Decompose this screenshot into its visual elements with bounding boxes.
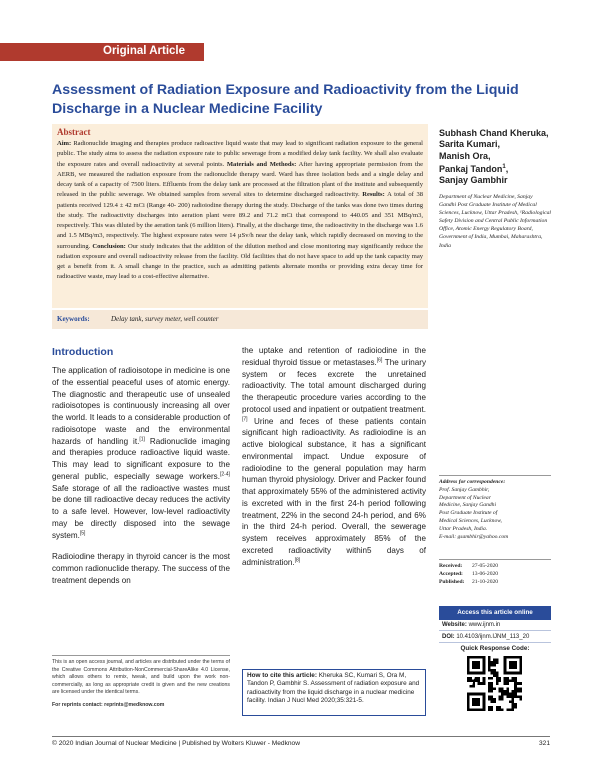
citation-ref[interactable]: [1]	[139, 435, 145, 442]
correspondence-line: Prof. Sanjay Gambhir,	[439, 486, 490, 493]
correspondence-email[interactable]: E-mail: gsambhir@yahoo.com	[439, 533, 509, 540]
website-link[interactable]: www.ijnm.in	[468, 622, 501, 628]
results-label: Results:	[362, 191, 385, 199]
website-label: Website:	[442, 622, 467, 628]
keywords-box	[52, 310, 428, 329]
methods-text: After having appropriate permission from the AERB, we measured the radiation exposure from the radionuclide therapy ward. Ward has three isolation beds and a single delay and decay tank of a capacity of 7500 liters. Effluents from the delay tank are processed at the filtration plant of the institute and subsequently released in the public sewerage. We obtained samples from several sites to determine discharged radioactivity.	[57, 160, 423, 199]
correspondence-line: Department of Nuclear	[439, 494, 491, 501]
author-name: Sarita Kumari,	[439, 139, 501, 150]
reprints-contact: For reprints contact: reprints@medknow.com	[52, 701, 165, 708]
qr-label: Quick Response Code:	[460, 645, 530, 652]
date-accepted: Accepted: 13-06-2020	[439, 571, 499, 577]
page-number: 321	[538, 740, 550, 747]
cite-label: How to cite this article:	[247, 672, 317, 679]
body-column-left	[52, 365, 230, 587]
qr-code-icon[interactable]	[467, 656, 522, 711]
article-type-label: Original Article	[103, 45, 186, 57]
how-to-cite-box	[242, 669, 426, 716]
results-text: A total of 38 patients received 129.4 ± 42 mCi (Range 40- 200) radioiodine therapy during the study. Discharge of the tanks was done two times during the study. The radioactivity discharges into aeration plant were 89.2 and 71.2 mCi that correspond to 440.05 and 351 MBq/m3, respectively. This was diluted by the aeration tank (6 million liters). Finally, at the discharge time, the radioactivity in the discharge was 1.6 and 1.5 MBq/m3, respectively. The highest exposure rates were 14 µSv/h near the delay tank, which rapidly decreased on moving to the surrounding.	[57, 191, 423, 250]
citation-ref[interactable]: [5]	[79, 529, 86, 536]
author-name: Sanjay Gambhir	[439, 175, 508, 186]
keywords-value: Delay tank, survey meter, well counter	[111, 315, 219, 323]
doi-label: DOI:	[442, 634, 455, 640]
correspondence-heading: Address for correspondence:	[439, 479, 506, 485]
doi-link[interactable]: 10.4103/ijnm.IJNM_113_20	[456, 634, 530, 640]
citation-ref[interactable]: [7]	[242, 415, 248, 422]
page-footer	[52, 736, 550, 747]
aim-text: Radionuclide imaging and therapies produce radioactive liquid waste that may lead to significant radiation exposure to the general public. The study aims to assess the radiation exposure rate to public sewerage from a modified delay tank facility. We shall also evaluate the exposure rates and overall radioactivity at several points.	[57, 140, 423, 168]
date-received: Received: 27-05-2020	[439, 563, 499, 569]
conclusion-text: Our study indicates that the addition of the dilution method and close monitoring may significantly reduce the radiation exposure and overall radioactivity release from the facility. Old facilities that do not have space to add up the tank capacity may get a benefit from it. A small change in the practice, such as admitting patients alternate months or providing extra decay time for radioactive waste, may lead to a cost-effective alternative.	[57, 242, 424, 281]
author-name: Pankaj Tandon$^1$,	[439, 163, 509, 174]
body-column-right	[242, 345, 426, 568]
access-online-heading: Access this article online	[439, 606, 551, 620]
article-title: Assessment of Radiation Exposure and Radioactivity from the Liquid Discharge in a Nuclear Medicine Facility	[52, 82, 519, 117]
footer-copyright: © 2020 Indian Journal of Nuclear Medicine | Published by Wolters Kluwer - Medknow	[52, 740, 300, 747]
cite-text: Kheruka SC, Kumari S, Ora M, Tandon P, Gambhir S. Assessment of radiation exposure and radioactivity from the liquid discharge in a nuclear medicine facility. Indian J Nucl Med 2020;35:321-5.	[247, 672, 420, 705]
correspondence-line: Medical Sciences, Lucknow,	[439, 517, 502, 524]
website-row	[439, 620, 551, 631]
license-note	[52, 655, 230, 710]
correspondence-block	[439, 475, 551, 541]
citation-ref[interactable]: [6]	[376, 357, 383, 364]
body-paragraph: The application of radioisotope in medicine is one of the essential peaceful uses of atomic energy. The diagnostic and therapeutic use of unsealed radioisotopes is continuously increasing all over the world. It leads to a considerable production of radioisotope waste and the environmental hazards of handling it.[1] Radionuclide imaging and therapies produce radioactive liquid waste. This may lead to significant exposure to the general public, especially sewage workers.[2-4] Safe storage of all the radioactive wastes must be done till radioactive decay reduces the activity to a safe level. However, low-level radioactivity may be directly disposed into the sewage system.[5]	[52, 366, 230, 540]
correspondence-line: Uttar Pradesh, India.	[439, 525, 488, 532]
author-name: Subhash Chand Kheruka,	[439, 128, 549, 138]
dates-block	[439, 559, 551, 586]
author-list	[439, 128, 549, 186]
affiliation: Department of Nuclear Medicine, Sanjay Gandhi Post Graduate Institute of Medical Sciences, Lucknow, Uttar Pradesh, ¹Radiological Safety Division and Central Public Information Office, Atomic Energy Regulatory Board, Government of India, Mumbai, Maharashtra, India	[439, 194, 552, 249]
license-text: This is an open access journal, and articles are distributed under the terms of the Creative Commons Attribution-NonCommercial-ShareAlike 4.0 License, which allows others to remix, tweak, and build upon the work non-commercially, as long as appropriate credit is given and the new creations are licensed under the identical terms.	[52, 659, 230, 696]
abstract-heading: Abstract	[57, 127, 91, 137]
abstract-text	[57, 139, 423, 283]
doi-row	[439, 632, 551, 643]
correspondence-line: Post Graduate Institute of	[439, 510, 498, 517]
author-name: Manish Ora,	[439, 150, 491, 161]
introduction-heading: Introduction	[52, 346, 114, 358]
keywords-label: Keywords:	[57, 315, 90, 323]
date-published: Published: 21-10-2020	[439, 579, 499, 585]
body-paragraph: the uptake and retention of radioiodine in the residual thyroid tissue or metastases.[6] The urinary system or feces excrete the unretained radioactivity. The total amount discharged during the therapeutic procedure varies according to the protocol used and inpatient or outpatient treatment.[7] Urine and feces of these patients contain significant high radioactivity. As radioiodine is an active biological substance, it has a significant environmental impact. Undue exposure of radioiodine to the general population may harm human thyroid physiology. Driver and Packer found that approximately 55% of the administered activity is excreted with in the first 24-h period following treatment, 22% in the second 24-h period, and 6% in the third 24-h period. Overall, the sewerage system receives approximately 85% of the excreted radioactivity within5 days of administration.[8]	[242, 346, 426, 567]
citation-ref[interactable]: [8]	[294, 556, 301, 563]
body-paragraph: Radioiodine therapy in thyroid cancer is the most common radionuclide therapy. The success of the treatment depends on	[52, 552, 230, 585]
conclusion-label: Conclusion:	[92, 242, 126, 250]
correspondence-line: Medicine, Sanjay Gandhi	[439, 502, 497, 509]
abstract-box	[52, 124, 428, 308]
aim-label: Aim:	[57, 140, 72, 147]
article-type-banner	[0, 43, 204, 61]
methods-label: Materials and Methods:	[226, 160, 297, 168]
citation-ref[interactable]: [2-4]	[219, 471, 230, 478]
